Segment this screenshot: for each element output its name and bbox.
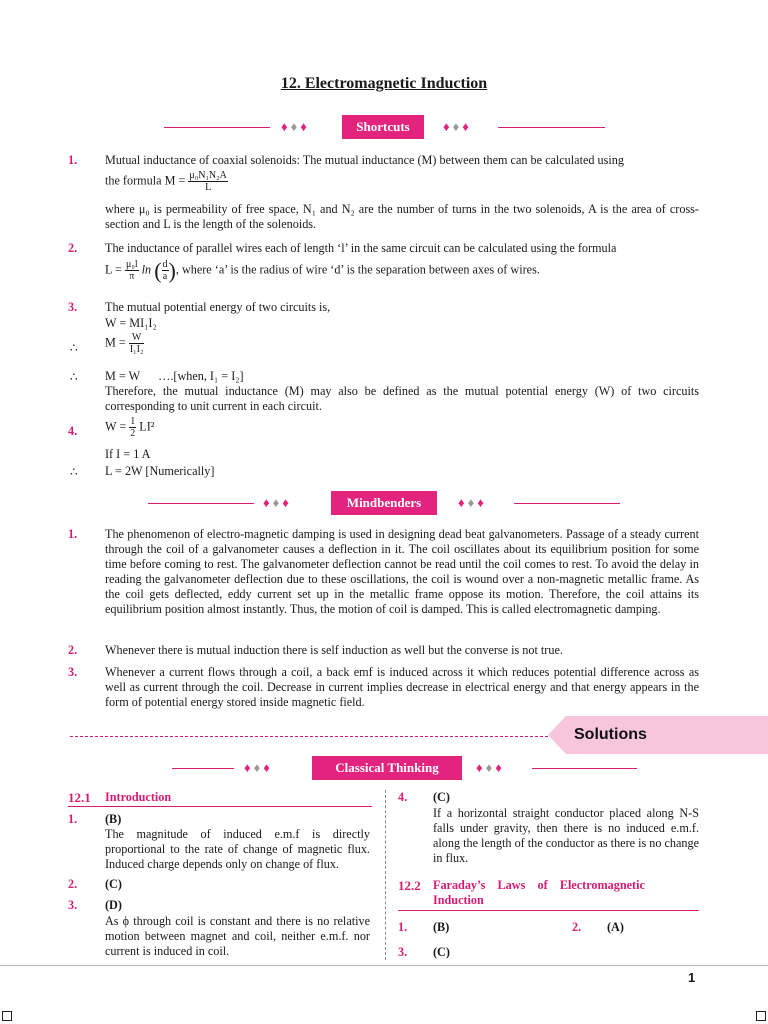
banner-line-left [172, 768, 234, 769]
solutions-label: Solutions [574, 726, 647, 743]
section-title-line2: Induction [433, 893, 484, 907]
shortcuts-label: Shortcuts [342, 115, 424, 139]
section-title: Introduction [105, 790, 172, 804]
chapter-title: 12. Electromagnetic Induction [280, 75, 488, 92]
banner-line-right [498, 127, 605, 128]
item-number: 3. [68, 300, 78, 314]
fraction-numerator: W [129, 332, 145, 344]
diamond-icon-group: ♦♦♦ [476, 760, 505, 775]
item-number: 1. [68, 812, 78, 826]
section-title: Faraday’s Laws of Electromagnetic [433, 878, 645, 892]
item-number: 1. [68, 527, 78, 541]
shortcut-4-result: L = 2W [Numerically] [105, 464, 215, 478]
answer-label: (B) [433, 920, 450, 934]
mindbenders-banner [0, 491, 768, 515]
fraction-denominator: L [205, 182, 212, 193]
formula-prefix: M = [105, 335, 126, 350]
answer-label: (A) [607, 920, 624, 934]
formula-prefix: the formula M = [105, 173, 186, 188]
shortcut-2-text: The inductance of parallel wires each of length ‘l’ in the same circuit can be calculated using the formula [105, 241, 617, 255]
fraction-numerator: 1 [130, 416, 136, 427]
shortcut-2-formula: L = $\frac{\text{μ₀l}}{\pi}$ ln ( $\frac{d}{a}$ ), where ‘a’ is the radius of wire ‘d’ is the separation between axes of wires. [105, 258, 540, 283]
item-number: 2. [68, 241, 78, 255]
answer-explanation: The magnitude of induced e.m.f is directly proportional to the rate of change of magnetic flux. Induced charge depends only on change of flux. [105, 827, 370, 871]
shortcut-1-formula [105, 170, 699, 193]
shortcut-1-text: Mutual inductance of coaxial solenoids: The mutual inductance (M) between them can be calculated using [105, 153, 624, 167]
fraction [188, 170, 228, 193]
shortcut-3-equation: W = MI₁I₂ [105, 316, 157, 330]
fraction-denominator: I₁I₂ [129, 344, 144, 355]
mindbender-1-text: The phenomenon of electro-magnetic damping is used in designing dead beat galvanometers. Passage of a steady current through the coil of a galvanometer causes a deflection in it. The coil oscillates about its equilibrium position for some time before coming to rest. The galvanometer deflection cannot be read until the coil comes to rest. To avoid the delay in reading the galvanometer deflection due to these oscillations, the coil is wound over a non-magnetic metallic frame. As the coil gets deflected, eddy current set up in the metallic frame oppose its motion. Therefore, the coil attains its equilibrium position almost instantly. Thus, the motion of coil is damped. This is called electromagnetic damping. [105, 527, 699, 616]
item-number: 3. [68, 898, 78, 912]
mindbender-2-text: Whenever there is mutual induction there is self induction as well but the converse is not true. [105, 643, 563, 657]
formula-prefix: W = [105, 419, 127, 434]
shortcut-1-note: where μ₀ is permeability of free space, N₁ and N₂ are the number of turns in the two solenoids, A is the area of cross-section and L is the length of the solenoids. [105, 202, 699, 231]
shortcut-4-condition: If I = 1 A [105, 447, 151, 461]
shortcuts-banner [0, 115, 768, 139]
therefore-symbol: ∴ [70, 341, 78, 355]
fraction-numerator: μ₀l [125, 259, 138, 270]
item-number: 2. [572, 920, 582, 934]
formula-prefix: L = [105, 262, 122, 277]
answer-label: (D) [105, 898, 122, 912]
section-number: 12.1 [68, 790, 91, 805]
diamond-icon-group: ♦♦♦ [263, 495, 292, 510]
formula-suffix: LI² [139, 419, 155, 434]
page-number: 1 [688, 970, 696, 985]
fraction-denominator: 2 [130, 428, 136, 439]
item-number: 4. [398, 790, 408, 804]
banner-line-left [164, 127, 270, 128]
fraction [129, 416, 136, 439]
classical-thinking-banner [0, 756, 768, 780]
section-rule [398, 910, 699, 911]
solutions-dashed-divider [70, 736, 548, 737]
shortcut-4-formula [105, 416, 699, 439]
mindbender-3-text: Whenever a current flows through a coil, a back emf is induced across it which reduces potential difference across as well as current through the coil. Decrease in current implies decrease in electrical energy and that energy appears in the form of potential energy stored inside magnetic field. [105, 665, 699, 709]
answer-label: (B) [105, 812, 122, 826]
item-number: 1. [398, 920, 408, 934]
fraction-denominator: a [162, 271, 168, 282]
shortcut-3-mw: M = W ….[when, I₁ = I₂] [105, 369, 244, 383]
fraction [129, 332, 145, 355]
classical-thinking-label: Classical Thinking [312, 756, 462, 780]
diamond-icon-group: ♦♦♦ [244, 760, 273, 775]
formula-suffix: , where ‘a’ is the radius of wire ‘d’ is the separation between axes of wires. [175, 262, 540, 277]
ln-symbol: ln [141, 262, 152, 277]
diamond-icon-group: ♦♦♦ [281, 119, 310, 134]
item-number: 3. [398, 945, 408, 959]
fraction-numerator: μ₀N₁N₂A [189, 170, 227, 181]
banner-line-left [148, 503, 254, 504]
crop-mark [2, 1011, 12, 1021]
answer-explanation: If a horizontal straight conductor placed along N-S falls under gravity, then there is no induced e.m.f. along the length of the conductor as there is no change in flux. [433, 806, 700, 865]
section-number: 12.2 [398, 878, 421, 893]
item-number: 2. [68, 643, 78, 657]
shortcut-3-text: The mutual potential energy of two circuits is, [105, 300, 331, 314]
diamond-icon-group: ♦♦♦ [458, 495, 487, 510]
item-number: 3. [68, 665, 78, 679]
answer-explanation: As ϕ through coil is constant and there is no relative motion between magnet and coil, neither e.m.f. nor current is induced in coil. [105, 914, 370, 958]
shortcut-3-conclusion: Therefore, the mutual inductance (M) may also be defined as the mutual potential energy (W) of two circuits corresponding to unit current in each circuit. [105, 384, 699, 413]
fraction-numerator: d [162, 259, 168, 270]
column-divider [385, 790, 386, 960]
solutions-tab [548, 716, 768, 754]
banner-line-right [532, 768, 637, 769]
fraction-denominator: π [129, 271, 135, 282]
answer-label: (C) [105, 877, 122, 891]
banner-line-right [514, 503, 620, 504]
footer-rule [0, 965, 768, 966]
section-rule [68, 806, 372, 807]
mindbenders-label: Mindbenders [331, 491, 437, 515]
diamond-icon-group: ♦♦♦ [443, 119, 472, 134]
shortcut-3-m-formula [105, 332, 699, 355]
crop-mark [756, 1011, 766, 1021]
fraction [162, 259, 169, 282]
item-number: 2. [68, 877, 78, 891]
answer-label: (C) [433, 790, 450, 804]
fraction [125, 259, 139, 282]
therefore-symbol: ∴ [70, 370, 78, 384]
item-number: 4. [68, 424, 78, 438]
answer-label: (C) [433, 945, 450, 959]
therefore-symbol: ∴ [70, 465, 78, 479]
item-number: 1. [68, 153, 78, 167]
